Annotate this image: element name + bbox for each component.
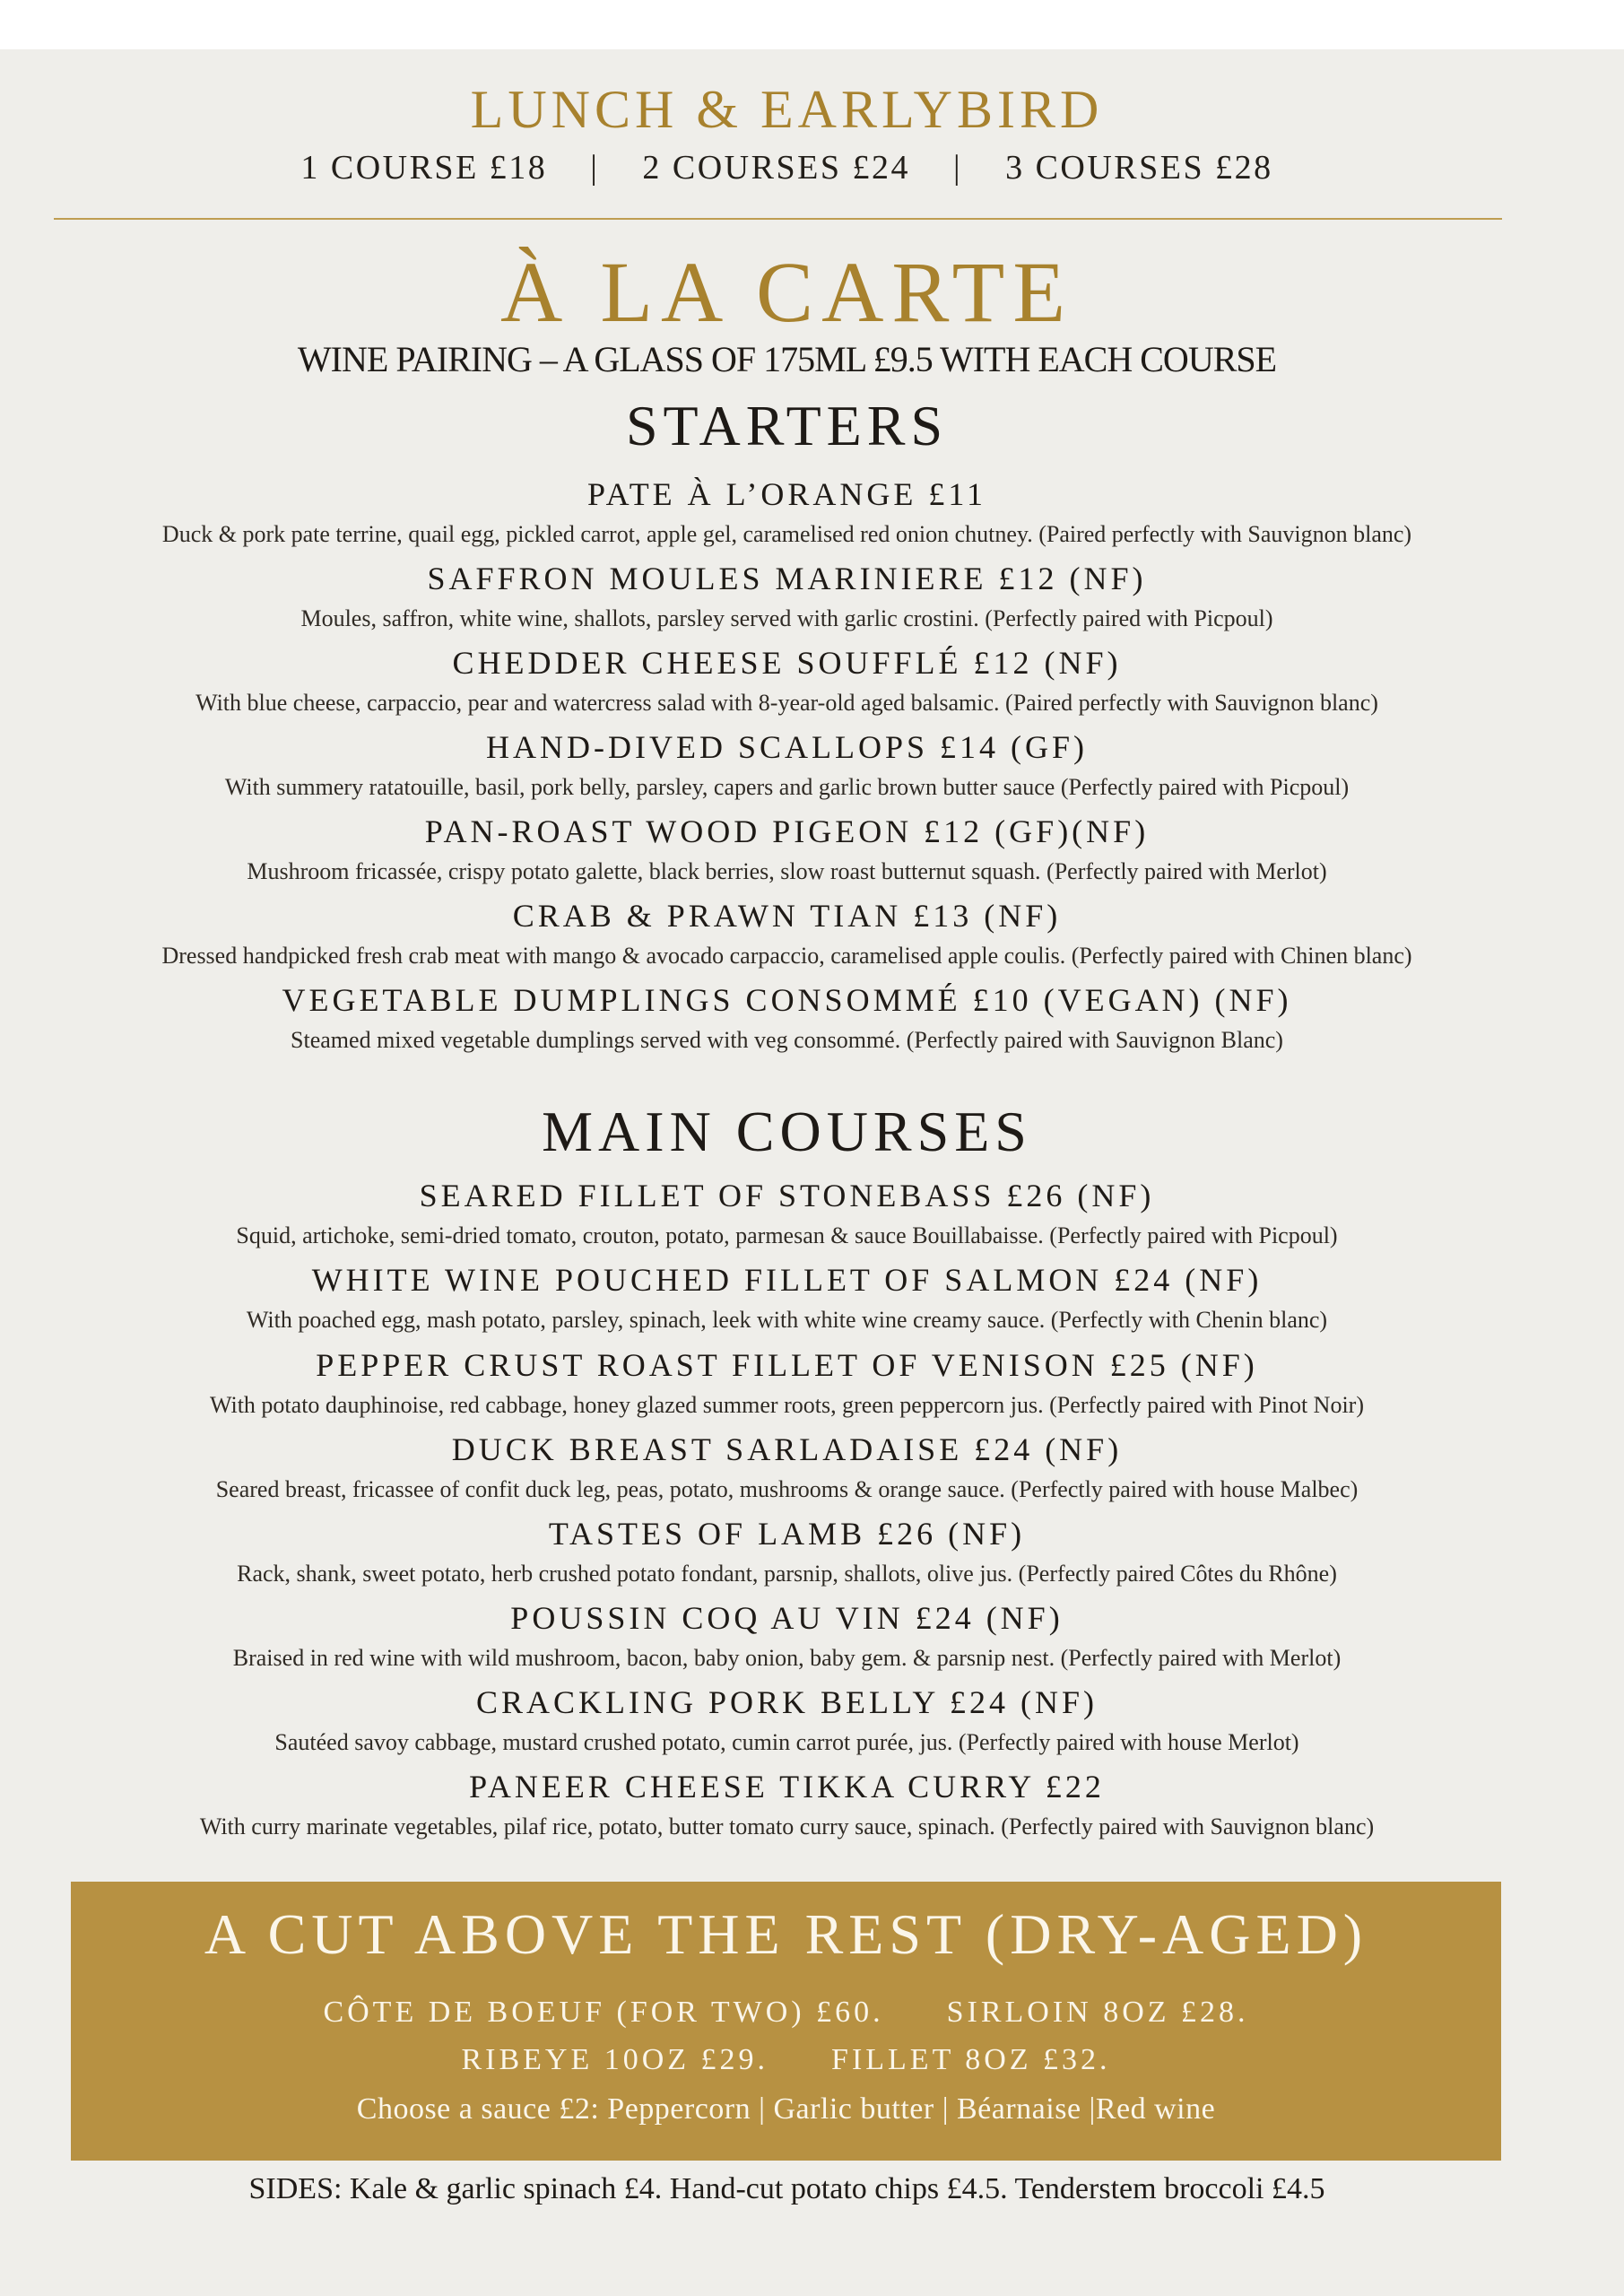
dish-name: PANEER CHEESE TIKKA CURRY £22: [469, 1769, 1105, 1805]
dish-description: Seared breast, fricassee of confit duck leg, peas, potato, mushrooms & orange sauce. (Perfectly paired with house Malbec): [215, 1476, 1359, 1502]
sides-line: SIDES: Kale & garlic spinach £4. Hand-cut potato chips £4.5. Tenderstem broccoli £4.5: [248, 2172, 1325, 2205]
lunch-title: LUNCH & EARLYBIRD: [470, 80, 1104, 139]
dish-name: TASTES OF LAMB £26 (NF): [548, 1516, 1026, 1552]
dish-description: Steamed mixed vegetable dumplings served with veg consommé. (Perfectly paired with Sauvignon Blanc): [291, 1027, 1283, 1053]
dish-name: PATE À L’ORANGE £11: [586, 476, 987, 512]
dish-description: Squid, artichoke, semi-dried tomato, crouton, potato, parmesan & sauce Bouillabaisse. (Perfectly paired with Picpoul): [236, 1222, 1338, 1248]
price-separator: |: [590, 149, 600, 187]
dish-name: SEARED FILLET OF STONEBASS £26 (NF): [419, 1178, 1155, 1213]
dish-name: CHEDDER CHEESE SOUFFLÉ £12 (NF): [452, 645, 1122, 681]
dish-name: VEGETABLE DUMPLINGS CONSOMMÉ £10 (VEGAN) (NF): [282, 982, 1292, 1018]
dish-description: With potato dauphinoise, red cabbage, honey glazed summer roots, green peppercorn jus. (Perfectly paired with Pinot Noir): [209, 1392, 1364, 1418]
steak-item: FILLET 8OZ £32.: [831, 2043, 1111, 2076]
dish-description: With curry marinate vegetables, pilaf rice, potato, butter tomato curry sauce, spinach. (Perfectly paired with Sauvignon blanc): [199, 1813, 1375, 1839]
steak-item: RIBEYE 10OZ £29.: [461, 2043, 769, 2076]
sauce-options: Choose a sauce £2: Peppercorn | Garlic butter | Béarnaise |Red wine: [356, 2092, 1216, 2126]
dish-description: Rack, shank, sweet potato, herb crushed potato fondant, parsnip, shallots, olive jus. (Perfectly paired Côtes du Rhône): [237, 1561, 1337, 1587]
divider: [54, 218, 1502, 220]
steak-item: SIRLOIN 8OZ £28.: [946, 1996, 1249, 2029]
dish-description: With blue cheese, carpaccio, pear and watercress salad with 8-year-old aged balsamic. (Paired perfectly with Sauvignon blanc): [195, 690, 1378, 716]
price-two-courses: 2 COURSES £24: [642, 149, 910, 187]
dish-description: With summery ratatouille, basil, pork belly, parsley, capers and garlic brown butter sauce (Perfectly paired with Picpoul): [224, 774, 1350, 800]
dish-name: SAFFRON MOULES MARINIERE £12 (NF): [427, 561, 1147, 596]
dish-description: Sautéed savoy cabbage, mustard crushed potato, cumin carrot purée, jus. (Perfectly paired with house Merlot): [274, 1729, 1299, 1755]
price-three-courses: 3 COURSES £28: [1005, 149, 1273, 187]
dish-name: DUCK BREAST SARLADAISE £24 (NF): [451, 1431, 1123, 1467]
price-one-course: 1 COURSE £18: [300, 149, 548, 187]
steak-line: [71, 2043, 1501, 2077]
dish-name: POUSSIN COQ AU VIN £24 (NF): [510, 1600, 1064, 1636]
dish-description: Mushroom fricassée, crispy potato galette, black berries, slow roast butternut squash. (Perfectly paired with Merlot): [247, 858, 1327, 884]
dish-name: HAND-DIVED SCALLOPS £14 (GF): [485, 729, 1088, 765]
dish-description: Dressed handpicked fresh crab meat with mango & avocado carpaccio, caramelised apple coulis. (Perfectly paired with Chinen blanc): [161, 943, 1412, 969]
menu-page: [0, 49, 1624, 2296]
steak-banner: [71, 1882, 1501, 2161]
menu-title: À LA CARTE: [500, 244, 1073, 340]
dish-name: CRAB & PRAWN TIAN £13 (NF): [512, 898, 1062, 934]
price-separator: |: [952, 149, 963, 187]
dish-description: Duck & pork pate terrine, quail egg, pickled carrot, apple gel, caramelised red onion chutney. (Paired perfectly with Sauvignon blanc): [161, 521, 1412, 547]
dish-name: CRACKLING PORK BELLY £24 (NF): [475, 1684, 1099, 1720]
dish-name: WHITE WINE POUCHED FILLET OF SALMON £24 (NF): [311, 1262, 1263, 1298]
course-prices: [0, 148, 1574, 187]
steak-line: [71, 1996, 1501, 2030]
dish-description: With poached egg, mash potato, parsley, spinach, leek with white wine creamy sauce. (Perfectly with Chenin blanc): [246, 1307, 1328, 1333]
banner-title: A CUT ABOVE THE REST (DRY-AGED): [204, 1902, 1368, 1966]
dish-name: PEPPER CRUST ROAST FILLET OF VENISON £25 (NF): [316, 1347, 1258, 1383]
dish-description: Braised in red wine with wild mushroom, bacon, baby onion, baby gem. & parsnip nest. (Perfectly paired with Merlot): [232, 1645, 1342, 1671]
mains-heading: MAIN COURSES: [542, 1100, 1032, 1163]
dish-name: PAN-ROAST WOOD PIGEON £12 (GF)(NF): [424, 813, 1150, 849]
dish-description: Moules, saffron, white wine, shallots, parsley served with garlic crostini. (Perfectly paired with Picpoul): [300, 605, 1273, 631]
steak-item: CÔTE DE BOEUF (FOR TWO) £60.: [323, 1996, 884, 2029]
wine-pairing: WINE PAIRING – A GLASS OF 175ML £9.5 WITH EACH COURSE: [297, 339, 1277, 379]
starters-heading: STARTERS: [625, 394, 949, 457]
